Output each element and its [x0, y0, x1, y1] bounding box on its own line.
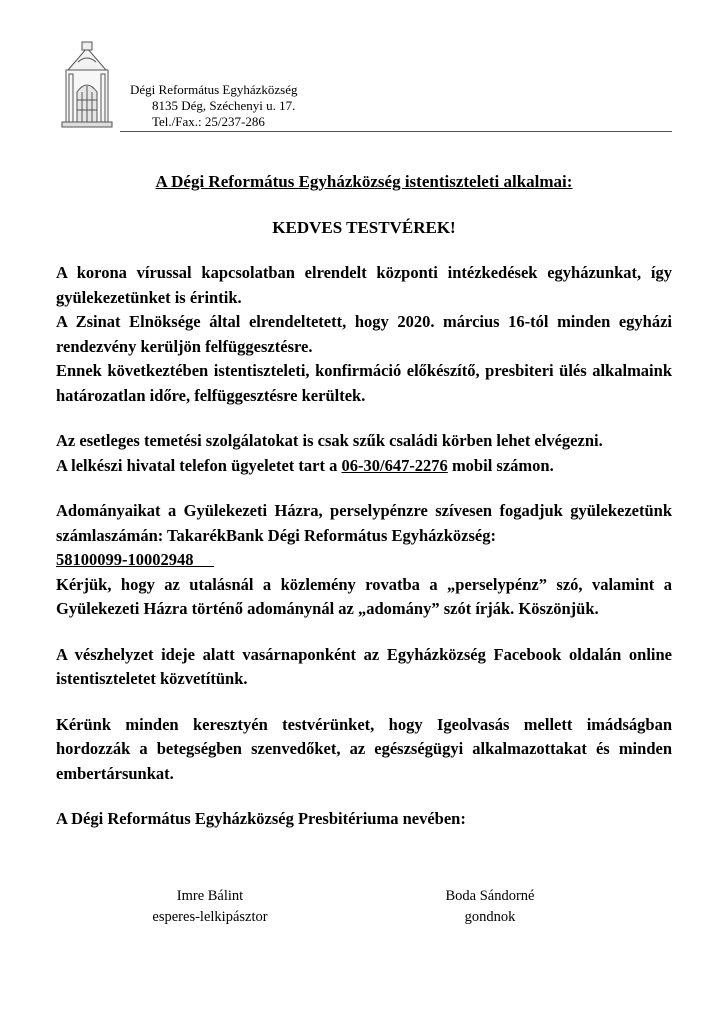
- letterhead-divider: [120, 131, 672, 132]
- paragraph: A korona vírussal kapcsolatban elrendelt központi intézkedések egyházunkat, így gyülekezetünket is érintik.: [56, 263, 672, 307]
- phone-duty-prefix: A lelkészi hivatal telefon ügyeletet tart a: [56, 455, 342, 475]
- signature-right: [380, 886, 600, 928]
- paragraph: Ennek következtében istentiszteleti, konfirmáció előkészítő, presbiteri ülés alkalmaink határozatlan időre, felfüggesztésre kerültek.: [56, 361, 672, 405]
- letter-body: [56, 170, 672, 832]
- phone-duty-suffix: mobil számon.: [447, 455, 554, 475]
- account-underline-extension: [194, 550, 215, 569]
- signer-role: esperes-lelkipásztor: [152, 909, 268, 925]
- organization-phone: Tel./Fax.: 25/237-286: [152, 114, 265, 129]
- paragraph: Adományaikat a Gyülekezeti Házra, perselypénzre szívesen fogadjuk gyülekezetünk számlaszámán: TakarékBank Dégi Református Egyházközség:: [56, 501, 672, 545]
- signer-name: Boda Sándorné: [445, 888, 535, 904]
- page-title: A Dégi Református Egyházközség istentiszteleti alkalmai:: [155, 172, 573, 191]
- paragraph: A vészhelyzet ideje alatt vasárnaponként az Egyházközség Facebook oldalán online istentiszteletet közvetítünk.: [56, 644, 672, 688]
- paragraph: Kérünk minden keresztyén testvérünket, hogy Igeolvasás mellett imádságban hordozzák a betegségben szenvedőket, az egészségügyi alkalmazottakat és minden embertársunkat.: [56, 714, 672, 783]
- paragraph: A Zsinat Elnöksége által elrendeltetett, hogy 2020. március 16-tól minden egyházi rendezvény kerüljön felfüggesztésre.: [56, 312, 672, 356]
- paragraph: Az esetleges temetési szolgálatokat is csak szűk családi körben lehet elvégezni.: [56, 431, 603, 450]
- signer-name: Imre Bálint: [176, 888, 244, 904]
- organization-address: 8135 Dég, Széchenyi u. 17.: [152, 98, 296, 113]
- account-number: 58100099-10002948: [56, 550, 194, 569]
- block-online: [56, 643, 672, 692]
- block-closing: [56, 807, 672, 832]
- block-services: [56, 429, 672, 478]
- account-number-line: [56, 548, 672, 573]
- greeting: KEDVES TESTVÉREK!: [272, 217, 456, 237]
- block-prayer: [56, 713, 672, 787]
- block-restrictions: [56, 261, 672, 408]
- phone-number: 06-30/647-2276: [341, 455, 448, 475]
- paragraph: Kérjük, hogy az utalásnál a közlemény rovatba a „perselypénz” szó, valamint a Gyülekezeti Házra történő adománynál az „adomány” szót írják. Köszönjük.: [56, 574, 672, 618]
- block-donations: [56, 499, 672, 622]
- signature-left: [100, 886, 320, 928]
- letterhead: [0, 0, 724, 140]
- organization-name: Dégi Református Egyházközség: [130, 82, 298, 97]
- church-building-logo: [56, 40, 118, 130]
- closing-line: A Dégi Református Egyházközség Presbitériuma nevében:: [56, 809, 466, 828]
- phone-duty-paragraph: [56, 454, 672, 479]
- signer-role: gondnok: [464, 909, 516, 925]
